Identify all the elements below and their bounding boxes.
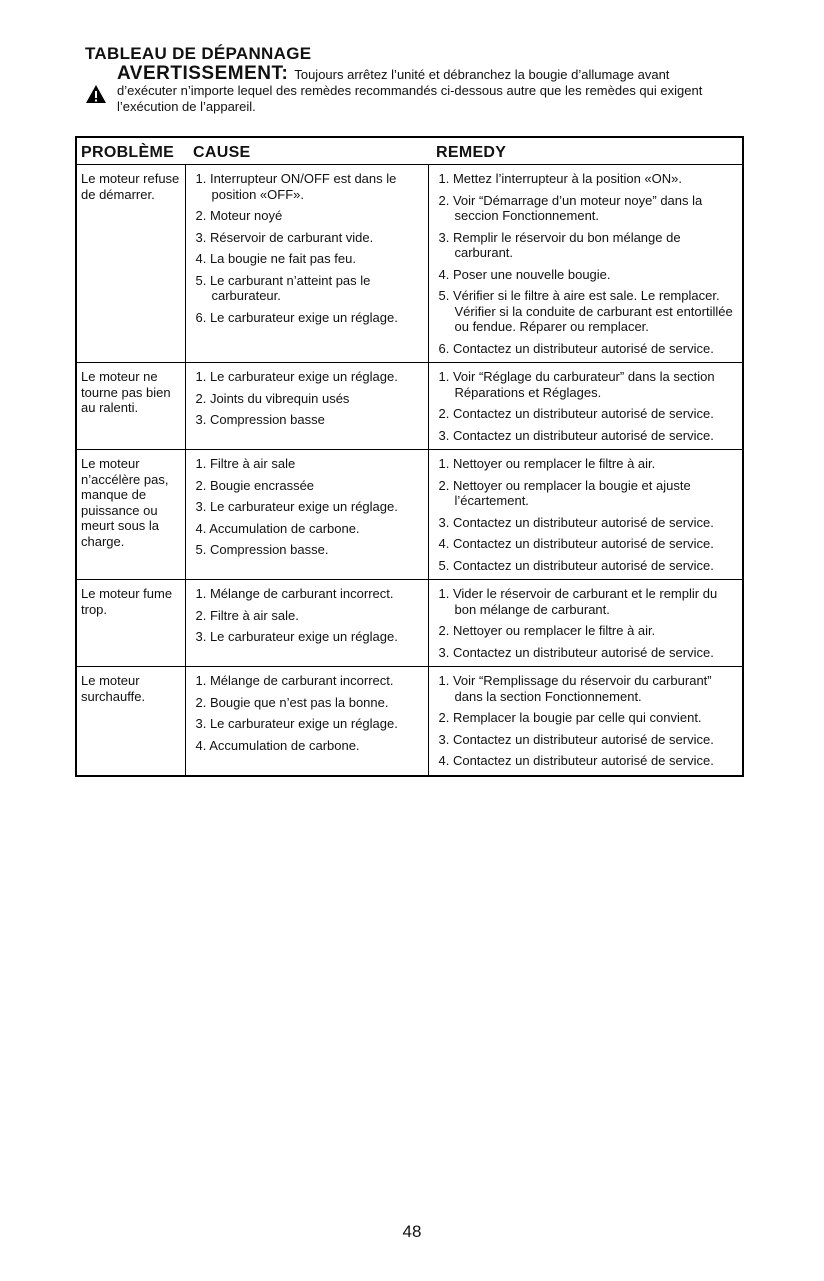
remedy-item: 1. Voir “Remplissage du réservoir du carburant” dans la section Fonctionnement. <box>438 673 712 704</box>
remedy-cell <box>428 165 743 363</box>
cause-item: 3. Le carburateur exige un réglage. <box>195 629 398 644</box>
remedy-item: 3. Contactez un distributeur autorisé de service. <box>438 644 714 660</box>
remedy-item: 2. Remplacer la bougie par celle qui convient. <box>438 710 702 725</box>
cause-item: 5. Compression basse. <box>195 542 329 557</box>
remedy-item: 2. Nettoyer ou remplacer le filtre à air. <box>438 623 656 638</box>
header-cause: CAUSE <box>185 137 428 165</box>
table-row <box>76 165 743 363</box>
cause-item: 1. Mélange de carburant incorrect. <box>195 586 394 601</box>
cause-item: 2. Filtre à air sale. <box>195 607 299 623</box>
cause-item: 1. Filtre à air sale <box>195 456 296 471</box>
remedy-item: 3. Contactez un distributeur autorisé de service. <box>438 427 714 443</box>
remedy-item: 2. Voir “Démarrage d’un moteur noye” dans la seccion Fonctionnement. <box>438 192 703 223</box>
troubleshooting-table <box>75 136 744 777</box>
cause-item: 5. Le carburant n’atteint pas le carburateur. <box>195 272 371 303</box>
table-row <box>76 363 743 450</box>
remedy-item: 3. Contactez un distributeur autorisé de service. <box>438 731 714 747</box>
remedy-item: 3. Remplir le réservoir du bon mélange de carburant. <box>438 229 681 260</box>
cause-cell <box>185 667 428 776</box>
problem-cell: Le moteur fume trop. <box>76 580 185 667</box>
page-title: TABLEAU DE DÉPANNAGE <box>85 44 312 63</box>
page-number: 48 <box>402 1222 422 1241</box>
remedy-cell <box>428 667 743 776</box>
cause-cell <box>185 450 428 580</box>
remedy-item: 1. Mettez l’interrupteur à la position «ON». <box>438 171 683 186</box>
remedy-item: 1. Voir “Réglage du carburateur” dans la section Réparations et Réglages. <box>438 369 715 400</box>
remedy-item: 3. Contactez un distributeur autorisé de service. <box>438 514 714 530</box>
cause-item: 1. Interrupteur ON/OFF est dans le position «OFF». <box>195 171 397 202</box>
remedy-item: 4. Contactez un distributeur autorisé de service. <box>438 753 714 768</box>
remedy-item: 4. Contactez un distributeur autorisé de service. <box>438 536 714 551</box>
remedy-item: 5. Contactez un distributeur autorisé de service. <box>438 557 714 573</box>
cause-item: 3. Réservoir de carburant vide. <box>195 229 374 245</box>
problem-cell: Le moteur surchauffe. <box>76 667 185 776</box>
warning-triangle-icon <box>85 84 107 104</box>
problem-cell: Le moteur ne tourne pas bien au ralenti. <box>76 363 185 450</box>
table-row <box>76 667 743 776</box>
cause-item: 1. Mélange de carburant incorrect. <box>195 673 394 688</box>
cause-item: 2. Joints du vibrequin usés <box>195 390 350 406</box>
warning-text: Toujours arrêtez l’unité et débranchez la bougie d’allumage avant d’exécuter n’importe lequel des remèdes recommandés ci-dessous autre que les remèdes qui exigent l’exécution de l’appareil. <box>117 67 703 114</box>
cause-cell <box>185 580 428 667</box>
cause-item: 2. Bougie encrassée <box>195 477 315 493</box>
cause-item: 1. Le carburateur exige un réglage. <box>195 369 398 384</box>
remedy-cell <box>428 580 743 667</box>
warning-block <box>117 63 727 115</box>
remedy-item: 1. Vider le réservoir de carburant et le remplir du bon mélange de carburant. <box>438 586 718 617</box>
cause-cell <box>185 165 428 363</box>
problem-cell: Le moteur n’accélère pas, manque de puissance ou meurt sous la charge. <box>76 450 185 580</box>
remedy-cell <box>428 363 743 450</box>
problem-cell: Le moteur refuse de démarrer. <box>76 165 185 363</box>
cause-item: 3. Le carburateur exige un réglage. <box>195 499 398 514</box>
remedy-cell <box>428 450 743 580</box>
cause-item: 2. Bougie que n’est pas la bonne. <box>195 694 389 710</box>
cause-item: 4. La bougie ne fait pas feu. <box>195 251 356 266</box>
remedy-item: 2. Contactez un distributeur autorisé de service. <box>438 406 714 421</box>
cause-item: 3. Le carburateur exige un réglage. <box>195 716 398 731</box>
table-body <box>76 165 743 776</box>
remedy-item: 1. Nettoyer ou remplacer le filtre à air. <box>438 456 656 471</box>
header-problem: PROBLÈME <box>76 137 185 165</box>
cause-item: 3. Compression basse <box>195 412 325 427</box>
cause-item: 4. Accumulation de carbone. <box>195 737 360 753</box>
cause-item: 4. Accumulation de carbone. <box>195 520 360 536</box>
table-header-row <box>76 137 743 165</box>
cause-item: 2. Moteur noyé <box>195 208 283 223</box>
remedy-item: 2. Nettoyer ou remplacer la bougie et ajuste l’écartement. <box>438 477 691 508</box>
header-remedy: REMEDY <box>428 137 743 165</box>
table-row <box>76 580 743 667</box>
cause-item: 6. Le carburateur exige un réglage. <box>195 309 398 325</box>
table-row <box>76 450 743 580</box>
remedy-item: 4. Poser une nouvelle bougie. <box>438 266 611 282</box>
remedy-item: 6. Contactez un distributeur autorisé de service. <box>438 340 714 356</box>
cause-cell <box>185 363 428 450</box>
warning-heading: AVERTISSEMENT: <box>117 63 289 84</box>
remedy-item: 5. Vérifier si le filtre à aire est sale. Le remplacer. Vérifier si la conduite de carburant est entortillée ou fendue. Réparer ou remplacer. <box>438 288 733 334</box>
